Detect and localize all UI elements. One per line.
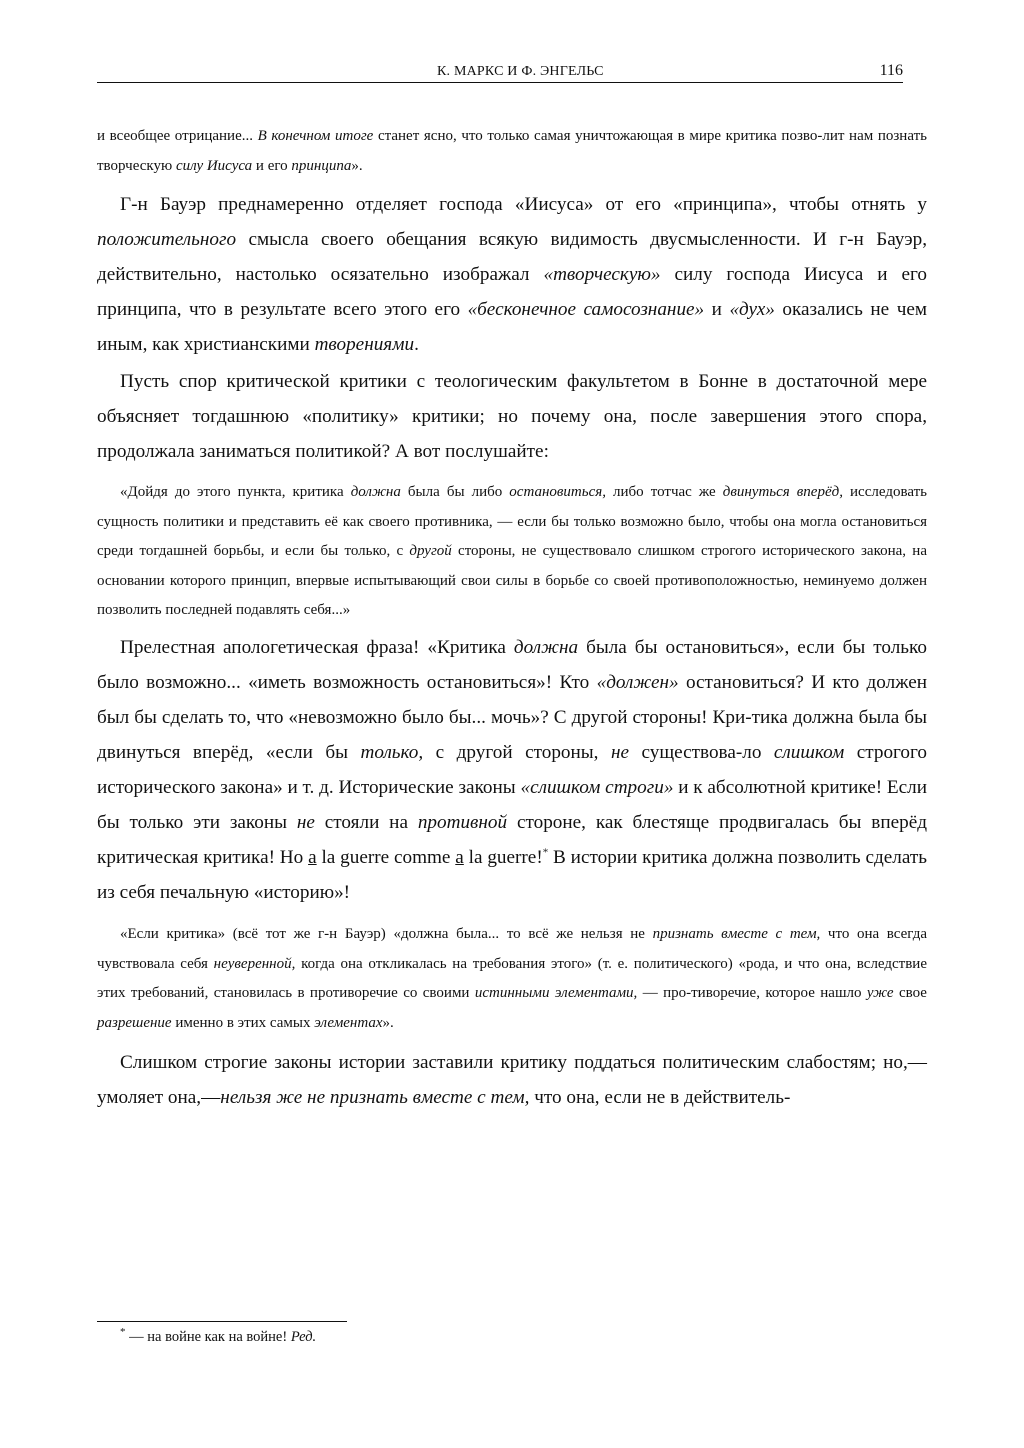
underlined-letter: a xyxy=(308,847,317,868)
underlined-letter: a xyxy=(455,847,464,868)
text-run: и к абсолютной критике! Если бы только эти законы xyxy=(97,777,927,833)
emphasis: другой xyxy=(409,543,452,560)
emphasis: не xyxy=(610,742,630,763)
emphasis: «дух» xyxy=(729,299,775,320)
text-run: стороне, как блестяще продвигалась бы вперёд критическая критика! Но xyxy=(97,812,927,868)
footnote-divider xyxy=(97,1321,347,1322)
emphasis: двинуться вперёд, xyxy=(722,484,843,500)
text-run: стороны, не существовало слишком строгого исторического закона, на основании которого принцип, впервые испытывающий свои силы в борьбе со своей противоположностью, неминуемо должен позволить последней подавлять себя...» xyxy=(97,543,927,619)
emphasis: силу Иисуса xyxy=(175,157,253,174)
footnote-marker: * xyxy=(542,846,549,859)
paragraph-1 xyxy=(97,187,927,362)
emphasis: «творческую» xyxy=(543,264,661,285)
emphasis: элементах xyxy=(314,1014,383,1031)
text-run: либо тотчас же xyxy=(605,484,723,500)
text-run: оказались не чем иным, как христианскими xyxy=(97,299,928,355)
emphasis: разрешение xyxy=(97,1014,172,1031)
text-run: именно в этих самых xyxy=(171,1014,315,1031)
text-run: была бы либо xyxy=(400,484,510,500)
paragraph-2: Пусть спор критической критики с теологическим факультетом в Бонне в достаточной мере объясняет тогдашнюю «политику» критики; но почему она, после завершения этого спора, продолжала заниматься политикой? А вот послушайте: xyxy=(97,371,927,462)
block-quote-1 xyxy=(97,478,927,626)
text-run: что она, если не в действитель- xyxy=(529,1087,791,1108)
text-run: силу господа Иисуса и его принципа, что в результате всего этого его xyxy=(97,264,927,320)
emphasis: только, xyxy=(360,742,424,763)
header-authors: К. МАРКС И Ф. ЭНГЕЛЬС xyxy=(437,64,604,79)
emphasis: противной xyxy=(417,812,508,833)
emphasis: «бесконечное самосознание» xyxy=(467,299,705,320)
text-run: когда она откликалась на требования этого» (т. е. политического) «рода, и что она, вследствие этих требований, становилась в противоречие со своими xyxy=(97,955,927,1002)
emphasis: уже xyxy=(866,985,894,1002)
emphasis: признать вместе с тем, xyxy=(652,926,821,942)
emphasis: не xyxy=(296,812,315,833)
text-run: la guerre! xyxy=(463,847,543,868)
emphasis: «слишком строги» xyxy=(520,777,674,798)
footnote-marker: * xyxy=(120,1326,126,1339)
emphasis: должна xyxy=(350,484,401,500)
emphasis: нельзя же не признать вместе с тем, xyxy=(220,1087,530,1108)
text-run: стояли на xyxy=(314,812,418,833)
paragraph-3 xyxy=(97,630,927,910)
text-run: ». xyxy=(382,1014,394,1031)
text-run: «Если критика» (всё тот же г-н Бауэр) «должна была... то всё же нельзя не xyxy=(120,926,653,942)
text-run: В истории критика должна позволить сделать из себя печальную «историю»! xyxy=(97,847,927,903)
text-run: Прелестная апологетическая фраза! «Критика xyxy=(120,637,514,658)
text-run: Слишком строгие законы истории заставили критику поддаться политическим слабостям; но,—умоляет она,— xyxy=(97,1052,927,1108)
text-run: la guerre comme xyxy=(316,847,456,868)
text-run: смысла своего обещания всякую видимость двусмысленности. И г-н Бауэр, действительно, настолько осязательно изображал xyxy=(97,229,927,285)
page-number: 116 xyxy=(879,62,903,79)
text-run: станет ясно, что только самая уничтожающая в мире критика позво-лит нам познать творческую xyxy=(97,128,927,174)
paragraph-4 xyxy=(97,1045,927,1115)
emphasis: неуверенной, xyxy=(213,955,296,972)
emphasis: принципа xyxy=(291,157,352,174)
editor-note: Ред. xyxy=(290,1329,317,1345)
emphasis: положительного xyxy=(97,229,237,250)
emphasis: В конечном итоге xyxy=(257,128,374,144)
running-header xyxy=(97,62,903,83)
text-run: и всеобщее отрицание... xyxy=(97,128,258,144)
text-run: остановиться? И кто должен был бы сделать то, что «невозможно было бы... мочь»? С другой стороны! Кри-тика должна была бы двинуться вперёд, «если бы xyxy=(97,672,927,763)
text-run: — про-тиворечие, которое нашло xyxy=(637,985,867,1002)
block-quote-2 xyxy=(97,920,927,1038)
text-run: Г-н Бауэр преднамеренно отделяет господа «Иисуса» от его «принципа», чтобы отнять у xyxy=(120,194,927,215)
text-run: и его xyxy=(252,157,292,174)
emphasis: остановиться, xyxy=(509,484,606,500)
text-run: строгого исторического закона» и т. д. Исторические законы xyxy=(97,742,928,798)
text-run: существова-ло xyxy=(629,742,774,763)
emphasis: должна xyxy=(513,637,579,658)
text-run: . xyxy=(414,334,419,355)
text-run: была бы остановиться», если бы только было возможно... «иметь возможность остановиться»! Кто xyxy=(97,637,927,693)
emphasis: творениями xyxy=(314,334,415,355)
emphasis: «должен» xyxy=(596,672,679,693)
text-run: исследовать сущность политики и представить её как своего противника, — если бы только возможно было, чтобы она могла остановиться среди тогдашней борьбы, и если бы только, с xyxy=(97,484,927,560)
text-run: и xyxy=(704,299,730,320)
text-run: с другой стороны, xyxy=(423,742,611,763)
text-run: «Дойдя до этого пункта, критика xyxy=(120,484,351,500)
emphasis: истинными элементами, xyxy=(474,985,638,1002)
emphasis: слишком xyxy=(773,742,845,763)
text-run: — на войне как на войне! xyxy=(125,1329,291,1345)
footnote xyxy=(120,1326,316,1348)
text-run: что она всегда чувствовала себя xyxy=(97,926,927,972)
text-run: свое xyxy=(893,985,927,1002)
continued-quote xyxy=(97,122,927,181)
text-run: ». xyxy=(351,157,363,174)
